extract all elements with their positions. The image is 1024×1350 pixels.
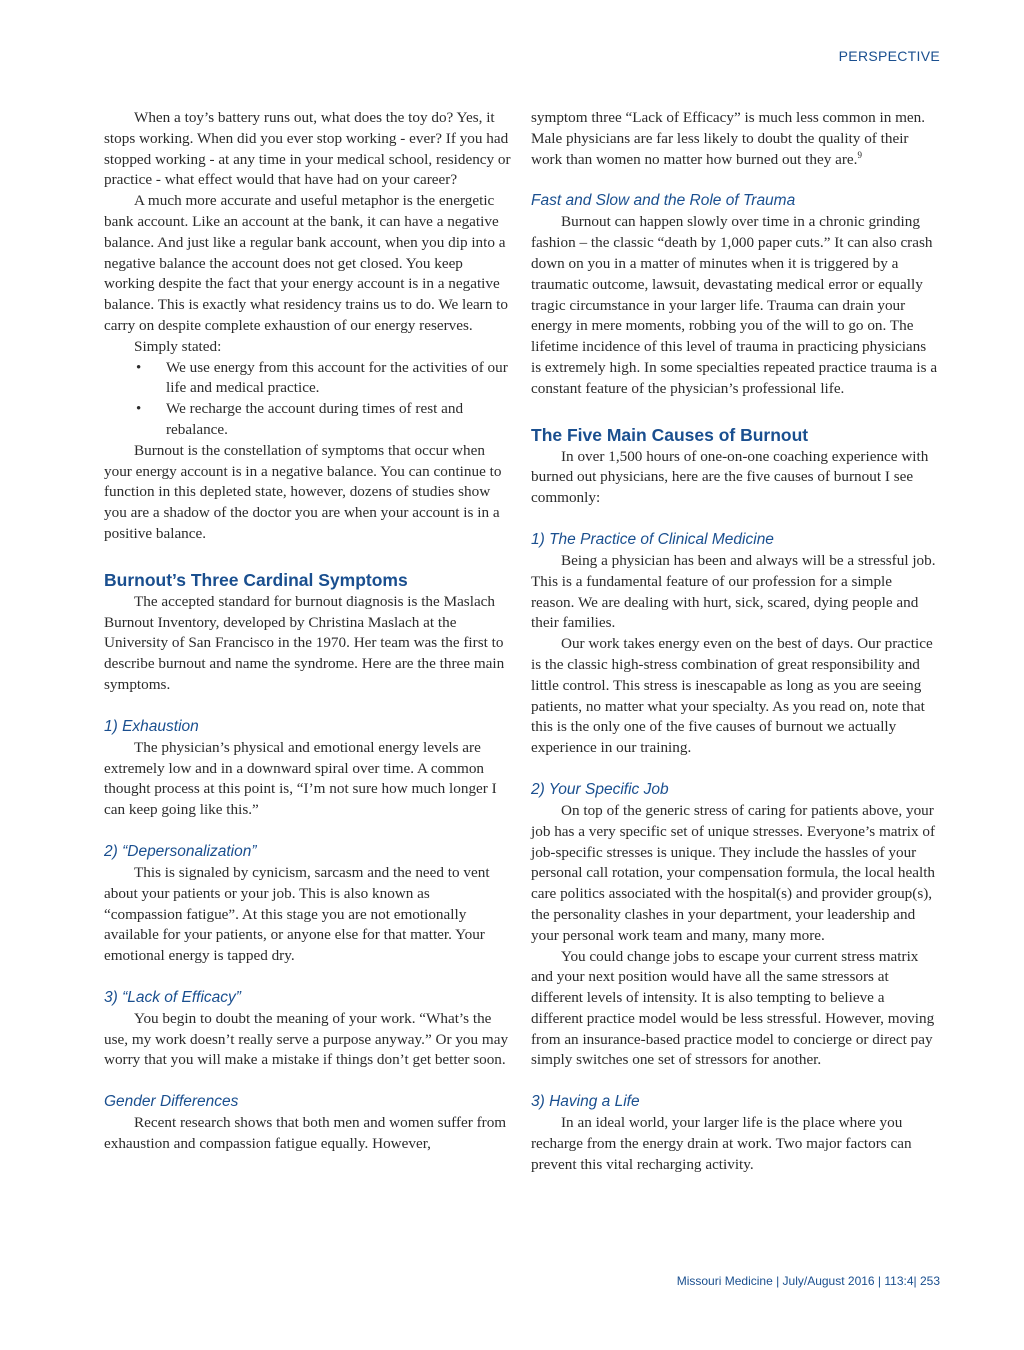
subheading-specific-job: 2) Your Specific Job bbox=[531, 780, 669, 798]
paragraph-text: symptom three “Lack of Efficacy” is much less common in men. Male physicians are far less likely to doubt the quality of their work than women no matter how burned out they are. bbox=[531, 109, 926, 168]
subheading-practice: 1) The Practice of Clinical Medicine bbox=[531, 530, 774, 548]
paragraph-continued bbox=[531, 108, 939, 170]
list-item-text: We recharge the account during times of rest and rebalance. bbox=[166, 400, 464, 438]
paragraph: This is signaled by cynicism, sarcasm and the need to vent about your patients or your job. This is also known as “compassion fatigue”. At this stage you are not emotionally available for your patients, or anyone else for that matter. Your emotional energy is tapped dry. bbox=[104, 863, 490, 965]
bullet-icon: • bbox=[136, 401, 142, 418]
paragraph: Burnout is the constellation of symptoms that occur when your energy account is in a negative balance. You can continue to function in this depleted state, however, dozens of studies show you are a shadow of the doctor you are when your account is in a positive balance. bbox=[104, 441, 502, 542]
subheading-lack-of-efficacy: 3) “Lack of Efficacy” bbox=[104, 988, 241, 1006]
right-column bbox=[531, 108, 939, 1176]
paragraph: Being a physician has been and always will be a stressful job. This is a fundamental feature of our profession for a simple reason. We are dealing with hurt, sick, scared, dying people and their families. bbox=[531, 551, 936, 632]
list-item bbox=[104, 399, 512, 441]
bullet-icon: • bbox=[136, 359, 142, 376]
section-heading-symptoms: Burnout’s Three Cardinal Symptoms bbox=[104, 569, 408, 590]
subheading-exhaustion: 1) Exhaustion bbox=[104, 717, 199, 735]
paragraph: Burnout can happen slowly over time in a chronic grinding fashion – the classic “death by 1,000 paper cuts.” It can also crash down on you in a matter of minutes when it is triggered by a traumatic outcome, lawsuit, devastating medical error or equally tragic circumstance in your larger life. Trauma can drain your energy in mere moments, robbing you of the will to go on. The lifetime incidence of this level of trauma in practicing physicians is extremely high. In some specialties repeated practice trauma is a constant feature of the physician’s professional life. bbox=[531, 213, 938, 397]
subheading-depersonalization: 2) “Depersonalization” bbox=[104, 842, 257, 860]
subheading-gender-differences: Gender Differences bbox=[104, 1093, 239, 1111]
paragraph: The accepted standard for burnout diagnosis is the Maslach Burnout Inventory, developed by Christina Maslach at the University of San Francisco in the 1970. Her team was the first to describe burnout and name the syndrome. Here are the three main symptoms. bbox=[104, 592, 505, 693]
paragraph: In an ideal world, your larger life is the place where you recharge from the energy drain at work. Two major factors can prevent this vital recharging activity. bbox=[531, 1114, 912, 1173]
paragraph: Recent research shows that both men and women suffer from exhaustion and compassion fatigue equally. However, bbox=[104, 1114, 507, 1153]
paragraph: A much more accurate and useful metaphor is the energetic bank account. Like an account at the bank, it can have a negative balance. And just like a regular bank account, when you dip into a negative balance the account does not get closed. You keep working despite the fact that your energy account is in a negative balance. This is exactly what residency trains us to do. We learn to carry on despite complete exhaustion of our energy reserves. bbox=[104, 192, 508, 334]
footer-citation: Missouri Medicine | July/August 2016 | 113:4| 253 bbox=[676, 1274, 940, 1288]
paragraph: You begin to doubt the meaning of your work. “What’s the use, my work doesn’t really serve a purpose anyway.” Or you may worry that you will make a mistake if things don’t get better soon. bbox=[104, 1009, 509, 1069]
left-column bbox=[104, 108, 512, 1155]
paragraph: The physician’s physical and emotional energy levels are extremely low and in a downward spiral over time. A common thought process at this point is, “I’m not sure how much longer I can keep going like this.” bbox=[104, 738, 497, 819]
section-tag: PERSPECTIVE bbox=[838, 48, 940, 64]
list-item-text: We use energy from this account for the activities of our life and medical practice. bbox=[166, 358, 508, 397]
paragraph: When a toy’s battery runs out, what does the toy do? Yes, it stops working. When did you ever stop working - ever? If you had stopped working - at any time in your medical school, residency or practice - what effect would that have had on your career? bbox=[104, 109, 511, 189]
reference-number: 9 bbox=[857, 149, 862, 160]
paragraph: You could change jobs to escape your current stress matrix and your next position would have all the same stressors at different levels of intensity. It is also tempting to believe a different practice model would be less stressful. However, moving from an insurance-based practice model to concierge or direct pay simply switches one set of stressors for another. bbox=[531, 947, 935, 1069]
paragraph: Simply stated: bbox=[134, 337, 222, 355]
subheading-trauma: Fast and Slow and the Role of Trauma bbox=[531, 192, 796, 210]
paragraph: In over 1,500 hours of one-on-one coaching experience with burned out physicians, here are the five causes of burnout I see commonly: bbox=[531, 447, 929, 507]
paragraph: On top of the generic stress of caring for patients above, your job has a very specific set of unique stresses. Everyone’s matrix of job-specific stresses is unique. They include the hassles of your personal call rotation, your compensation formula, the local health care politics associated with the hospital(s) and provider group(s), the personality clashes in your department, your leadership and your personal work team and many, many more. bbox=[531, 801, 936, 944]
list-item bbox=[104, 358, 512, 400]
section-heading-causes: The Five Main Causes of Burnout bbox=[531, 424, 809, 445]
bullet-list bbox=[104, 358, 512, 441]
paragraph: Our work takes energy even on the best of days. Our practice is the classic high-stress combination of great responsibility and little control. This stress is inescapable as long as you are seeing patients, no matter what your specialty. As you read on, note that this is the only one of the five causes of burnout we actually experience in our training. bbox=[531, 635, 933, 757]
subheading-having-a-life: 3) Having a Life bbox=[531, 1093, 640, 1111]
